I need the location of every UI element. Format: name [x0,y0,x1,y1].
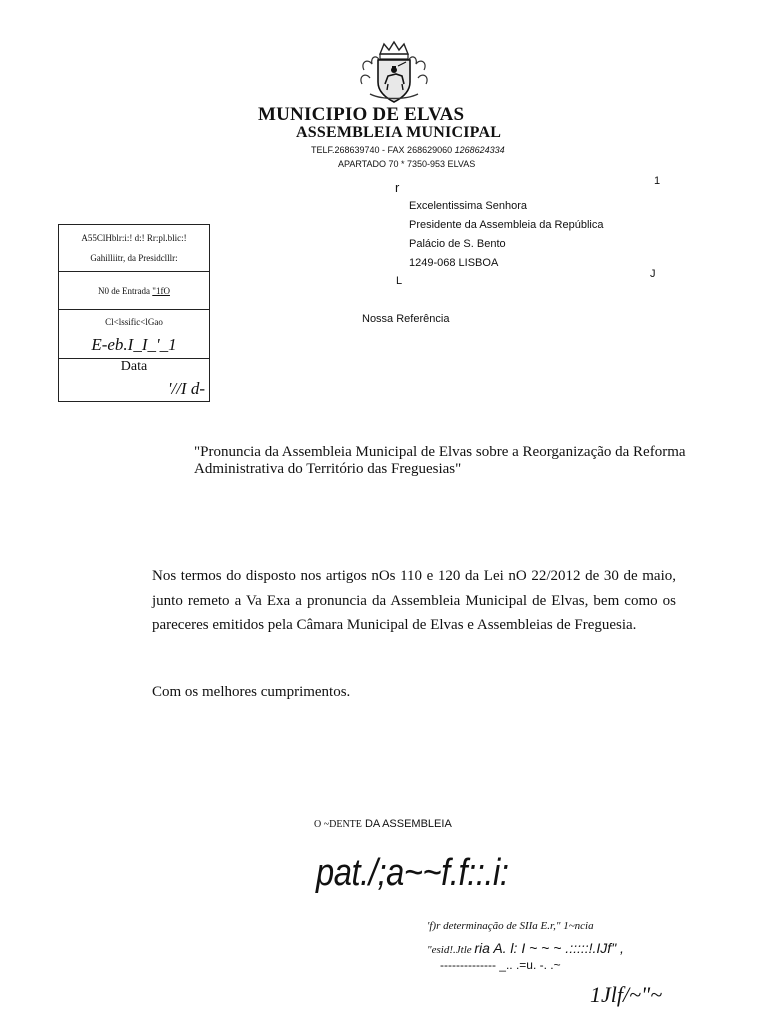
postal-address: APARTADO 70 * 7350-953 ELVAS [338,159,476,169]
recipient-salutation: Excelentissima Senhora [409,200,528,212]
reception-stamp [58,224,210,402]
recipient-building: Palácio de S. Bento [409,238,506,250]
recipient-title: Presidente da Assembleia da República [409,219,604,231]
note-fragment: ria A. l: I ~ ~ ~ .:::::!.IJf" , [474,940,624,956]
contact-phone-fax [311,145,505,155]
municipal-crest-logo [358,40,430,106]
stamp-divider [59,309,209,310]
municipality-title: MUNICIPIO DE ELVAS [258,104,465,125]
note-fragment: "esid!.Jtle [427,944,475,956]
letter-closing: Com os melhores cumprimentos. [152,684,351,700]
corner-mark-bottom-right: J [650,268,656,280]
recipient-postcode: 1249-068 LISBOA [409,257,499,269]
handwritten-note-line [427,940,624,957]
handwritten-signature: pat./;a~~f.f::.i: [316,852,509,894]
stamp-classification-label: Cl<lssific<lGao [105,317,163,327]
stamp-classification-value: E-eb.I_I_'_1 [91,335,177,354]
letter-subject: "Pronuncia da Assembleia Municipal de Elvas sobre a Reorganização da Reforma Administrativa do Território das Freguesias" [194,444,686,477]
signature-label [314,818,452,830]
stamp-divider [59,271,209,272]
stamp-office-line: Gahilliitr, da Presidclllr: [90,253,178,263]
assembly-subtitle: ASSEMBLEIA MUNICIPAL [296,124,502,141]
entry-number-label: N0 de Entrada [98,286,151,296]
phone-extra-text: 1268624334 [454,145,505,155]
signature-label-suffix: DA ASSEMBLEIA [361,818,452,830]
corner-mark-top-left: r [395,180,400,195]
stamp-date-value: '//I d- [167,379,205,398]
handwritten-note-line: -------------- _.. .=u. -. .~ [440,958,561,972]
corner-mark-top-right: 1 [654,175,661,187]
handwritten-note-line: 1Jlf/~"~ [590,982,663,1007]
entry-number-value: "1fO [152,286,170,296]
stamp-entry-number [59,286,209,296]
corner-mark-bottom-left: L [396,275,403,287]
phone-fax-text: TELF.268639740 - FAX 268629060 [311,145,453,155]
stamp-institution-line: A55ClHblr:i:! d:! Rr:pl.blic:! [81,233,187,243]
handwritten-note-line: 'f)r determinação de SIIa E.r," 1~ncia [427,920,594,932]
signature-label-prefix: O ~DENTE [314,819,362,830]
letter-body: Nos termos do disposto nos artigos nOs 110 e 120 da Lei nO 22/2012 de 30 de maio, junto remeto a Va Exa a pronuncia da Assembleia Municipal de Elvas, bem como os pareceres emitidos pela Câmara Municipal de Elvas e Assembleias de Freguesia. [152,568,676,633]
reference-label: Nossa Referência [362,313,450,325]
stamp-date-label: Data [120,359,148,374]
